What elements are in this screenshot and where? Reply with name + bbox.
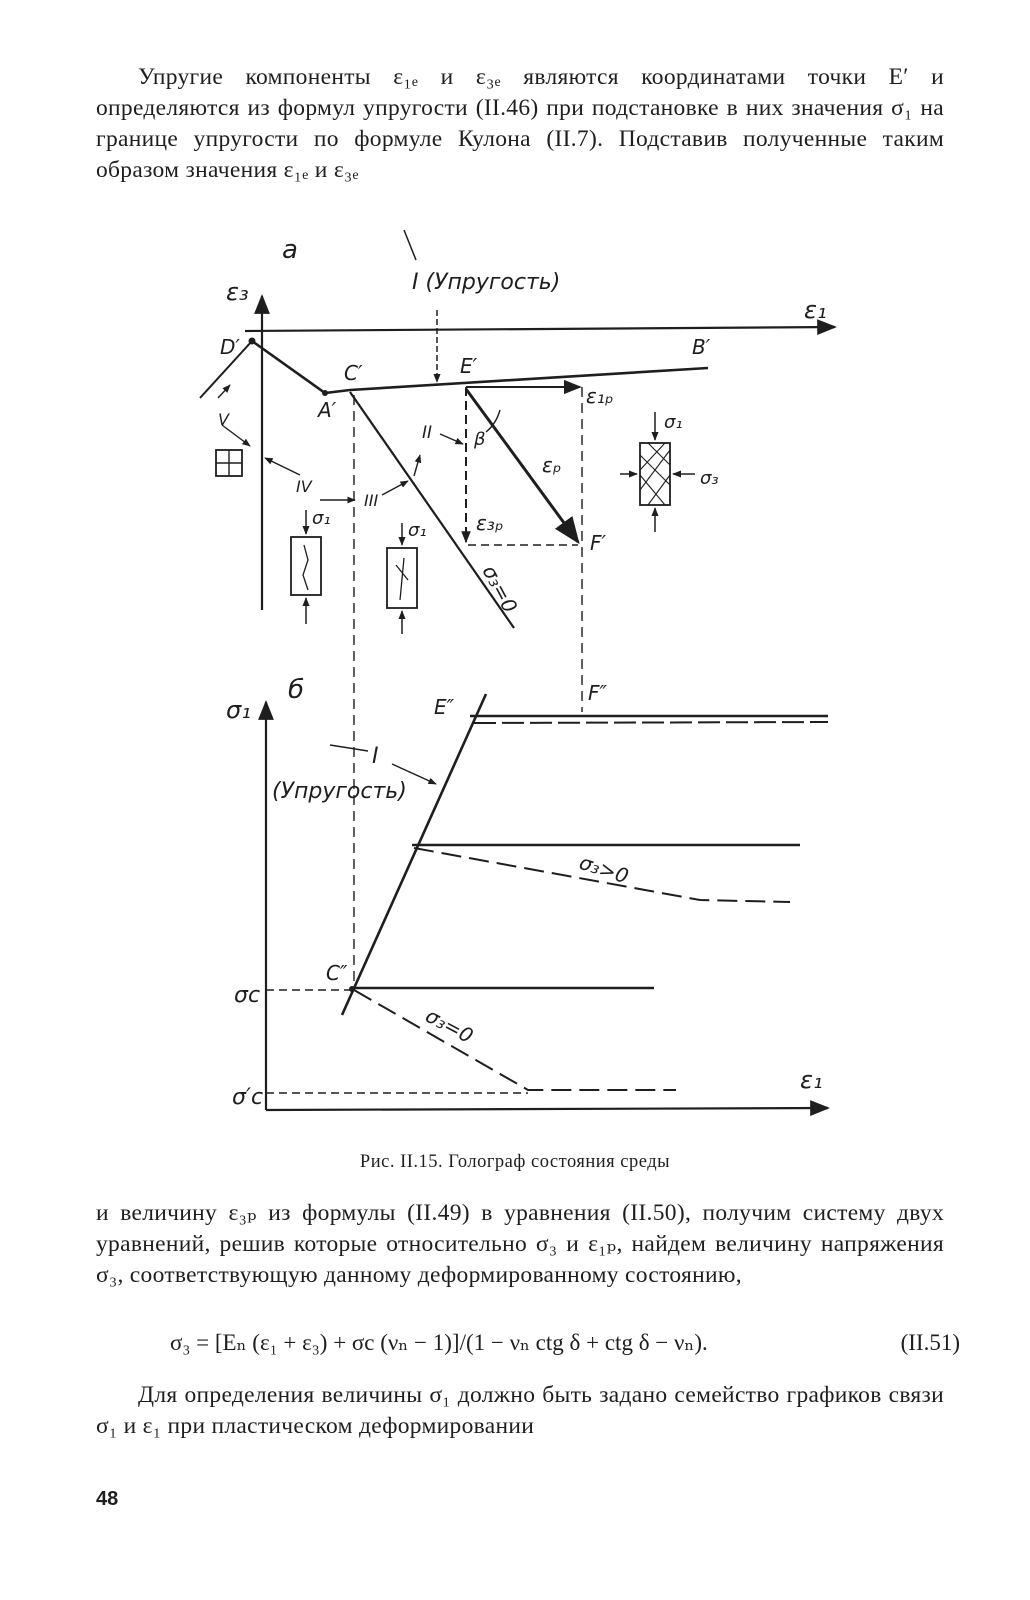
label-sample-s1-b: σ₁ (408, 520, 427, 541)
formula-number: (II.51) (900, 1330, 960, 1355)
label-V: V (218, 410, 229, 429)
sample-crushed-icon (620, 412, 695, 532)
label-point-E2: E″ (434, 695, 455, 719)
page-number: 48 (96, 1488, 119, 1510)
paragraph-1: Упругие компоненты ε₁ₑ и ε₃ₑ являются координатами точки E′ и определяются из формул упругости (II.46) при подстановке в них значения σ₁ на границе упругости по формуле Кулона (II.7). Подставив полученные таким образом значения ε₁ₑ и ε₃ₑ (96, 64, 944, 183)
limit-curve-a (252, 341, 708, 393)
label-axis-e1-b: ε₁ (800, 1066, 823, 1094)
arrow-III-b (414, 455, 420, 476)
point-C2 (349, 986, 355, 992)
label-axis-e3: ε₃ (226, 278, 249, 306)
label-beta: β (474, 429, 486, 450)
axis-e1 (245, 327, 835, 331)
label-ep: εₚ (542, 453, 562, 477)
paragraph-3: Для определения величины σ₁ должно быть задано семейство графиков связи σ₁ и ε₁ при пластическом деформировании (96, 1382, 944, 1439)
elastic-line-b (342, 694, 486, 1015)
label-sample-s3: σ₃ (700, 468, 719, 489)
label-I-top: I (Упругость) (412, 270, 561, 295)
arrow-III (382, 481, 408, 495)
label-point-C2: C″ (326, 961, 348, 985)
label-point-C: C′ (344, 361, 363, 385)
label-axis-s1: σ₁ (226, 696, 251, 724)
arrow-IV-b (265, 458, 300, 475)
label-elastic-b: (Упругость) (272, 779, 407, 804)
arrow-V-b (218, 385, 230, 398)
formula-body: σ₃ = [Eₙ (ε₁ + ε₃) + σc (νₙ − 1)]/(1 − νₙ ctg δ + ctg δ − νₙ). (170, 1330, 708, 1355)
tick-I-b (330, 745, 368, 751)
label-sample-s1-a: σ₁ (312, 508, 331, 529)
label-point-F2: F″ (588, 681, 607, 705)
label-point-E: E′ (460, 354, 478, 378)
paragraph-2: и величину ε₃ₚ из формулы (II.49) в уравнения (II.50), получим систему двух уравнений, решив которые относительно σ₃ и ε₁ₚ, найдем величину напряжения σ₃, соответствующую данному деформированному состоянию, (96, 1200, 944, 1288)
formula-II-51 (170, 1330, 960, 1356)
label-axis-e1: ε₁ (804, 296, 827, 324)
label-II: II (422, 423, 433, 443)
label-point-D: D′ (220, 335, 240, 359)
label-sc: σc (234, 983, 261, 1008)
curve-top-dashed (474, 722, 828, 723)
label-e3p: ε₃ₚ (476, 511, 504, 535)
arrow-II (440, 434, 463, 444)
label-panel-b: б (288, 675, 305, 705)
label-e1p: ε₁ₚ (586, 384, 614, 408)
figure-caption: Рис. II.15. Голограф состояния среды (359, 1152, 671, 1172)
label-I-b: I (372, 744, 379, 769)
axis-e1-b (266, 1108, 828, 1110)
label-IV: IV (296, 477, 312, 496)
label-point-F: F′ (590, 531, 607, 555)
label-sigma3-zero-b: σ₃=0 (421, 1003, 478, 1048)
label-panel-a: а (282, 235, 298, 265)
label-III: III (364, 491, 379, 510)
label-sigma3-zero-a: σ₃=0 (477, 561, 523, 617)
point-A (322, 390, 328, 396)
curve-bottom-dashed (354, 990, 676, 1090)
tick-I-top (404, 230, 416, 260)
label-point-A: A′ (318, 398, 337, 422)
panel-b (226, 675, 828, 1110)
label-point-B: B′ (692, 335, 711, 359)
label-sc-prime: σ′c (232, 1085, 264, 1110)
label-sample-s1-c: σ₁ (664, 412, 683, 433)
label-sigma3-pos: σ₃>0 (576, 849, 632, 889)
panel-a (200, 230, 835, 990)
sample-square-icon (216, 450, 242, 476)
